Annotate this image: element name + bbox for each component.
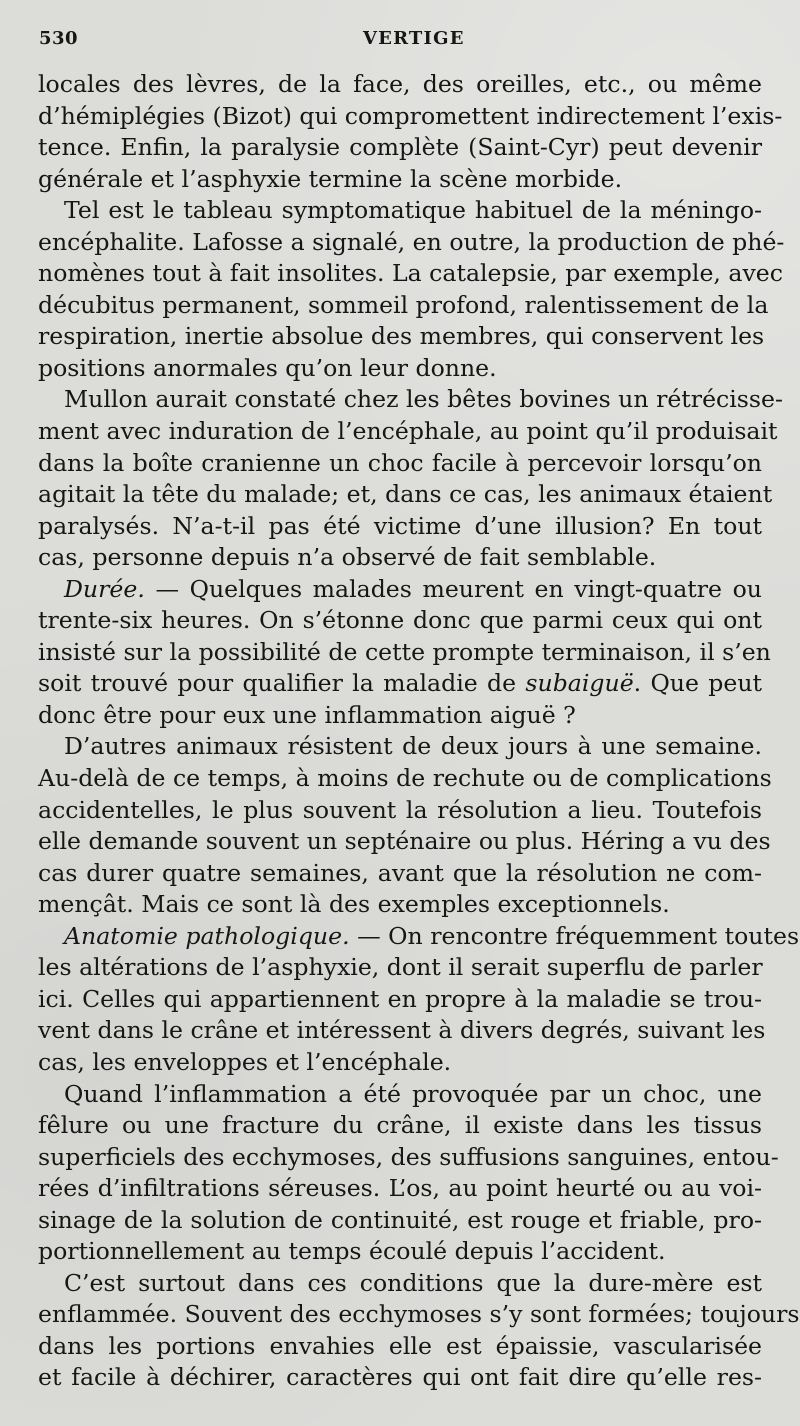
text-line: dans les portions envahies elle est épaissie, vascularisée bbox=[38, 1331, 762, 1360]
text-line: cas, personne depuis n’a observé de fait semblable. bbox=[38, 543, 657, 572]
text-line: respiration, inertie absolue des membres, qui conservent les bbox=[38, 322, 765, 351]
text-line: enflammée. Souvent des ecchymoses s’y sont formées; toujours bbox=[38, 1300, 800, 1329]
text-line: ment avec induration de l’encéphale, au point qu’il produisait bbox=[38, 417, 778, 446]
text-line: locales des lèvres, de la face, des oreilles, etc., ou même bbox=[38, 70, 762, 98]
running-title: VERTIGE bbox=[363, 28, 465, 49]
text-line: fêlure ou une fracture du crâne, il existe dans les tissus bbox=[38, 1111, 762, 1140]
text-line-with-heading bbox=[38, 574, 762, 606]
text-line: encéphalite. Lafosse a signalé, en outre, la production de phé- bbox=[38, 227, 785, 256]
text-line: générale et l’asphyxie termine la scène morbide. bbox=[38, 164, 623, 193]
text-fragment: . Que peut bbox=[633, 669, 762, 698]
text-line: Quand l’inflammation a été provoquée par un choc, une bbox=[64, 1079, 762, 1108]
text-line: elle demande souvent un septénaire ou plus. Héring a vu des bbox=[38, 827, 771, 856]
text-line: rées d’infiltrations séreuses. L’os, au point heurté ou au voi- bbox=[38, 1174, 762, 1203]
text-line: donc être pour eux une inflammation aiguë ? bbox=[38, 700, 576, 729]
italic-term-subaigue: subaiguë bbox=[525, 669, 634, 698]
text-line: les altérations de l’asphyxie, dont il serait superflu de parler bbox=[38, 953, 763, 982]
text-line: paralysés. N’a-t-il pas été victime d’une illusion? En tout bbox=[38, 511, 762, 540]
text-line: C’est surtout dans ces conditions que la dure-mère est bbox=[64, 1268, 762, 1297]
body-text bbox=[38, 69, 800, 1394]
text-line: trente-six heures. On s’étonne donc que parmi ceux qui ont bbox=[38, 606, 762, 635]
text-line: mençât. Mais ce sont là des exemples exceptionnels. bbox=[38, 890, 670, 919]
text-line: dans la boîte cranienne un choc facile à percevoir lorsqu’on bbox=[38, 448, 762, 477]
text-line: cas durer quatre semaines, avant que la résolution ne com- bbox=[38, 858, 762, 887]
text-fragment: — On rencontre fréquemment toutes bbox=[357, 921, 800, 950]
text-line: insisté sur la possibilité de cette prompte terminaison, il s’en bbox=[38, 637, 771, 666]
text-line: Mullon aurait constaté chez les bêtes bovines un rétrécisse- bbox=[64, 385, 783, 414]
text-line: superficiels des ecchymoses, des suffusions sanguines, entou- bbox=[38, 1142, 779, 1171]
text-line-with-italic bbox=[38, 668, 762, 700]
text-line: cas, les enveloppes et l’encéphale. bbox=[38, 1047, 452, 1076]
text-line: D’autres animaux résistent de deux jours à une semaine. bbox=[64, 732, 762, 761]
page-header bbox=[0, 0, 800, 60]
text-line: nomènes tout à fait insolites. La catalepsie, par exemple, avec bbox=[38, 259, 783, 288]
text-line: agitait la tête du malade; et, dans ce cas, les animaux étaient bbox=[38, 480, 773, 509]
text-line: vent dans le crâne et intéressent à divers degrés, suivant les bbox=[38, 1016, 766, 1045]
text-fragment: — Quelques malades meurent en vingt-quatre ou bbox=[155, 574, 762, 603]
text-line: d’hémiplégies (Bizot) qui compromettent indirectement l’exis- bbox=[38, 101, 783, 130]
text-line: sinage de la solution de continuité, est rouge et friable, pro- bbox=[38, 1205, 762, 1234]
section-heading-anatomie: Anatomie pathologique. bbox=[64, 921, 350, 950]
page-number: 530 bbox=[39, 28, 79, 49]
text-line: décubitus permanent, sommeil profond, ralentissement de la bbox=[38, 290, 769, 319]
text-line: tence. Enfin, la paralysie complète (Saint-Cyr) peut devenir bbox=[38, 133, 762, 162]
text-line: portionnellement au temps écoulé depuis l’accident. bbox=[38, 1237, 666, 1266]
text-line: et facile à déchirer, caractères qui ont fait dire qu’elle res- bbox=[38, 1363, 762, 1392]
text-line: ici. Celles qui appartiennent en propre à la maladie se trou- bbox=[38, 984, 762, 1013]
text-line: accidentelles, le plus souvent la résolution a lieu. Toutefois bbox=[38, 795, 762, 824]
section-heading-duree: Durée. bbox=[64, 574, 145, 603]
text-line: positions anormales qu’on leur donne. bbox=[38, 353, 497, 382]
text-line: Au-delà de ce temps, à moins de rechute ou de complications bbox=[38, 764, 772, 793]
text-fragment: soit trouvé pour qualifier la maladie de bbox=[38, 669, 517, 698]
text-line: Tel est le tableau symptomatique habituel de la méningo- bbox=[64, 196, 762, 225]
text-line-with-heading bbox=[38, 921, 800, 953]
